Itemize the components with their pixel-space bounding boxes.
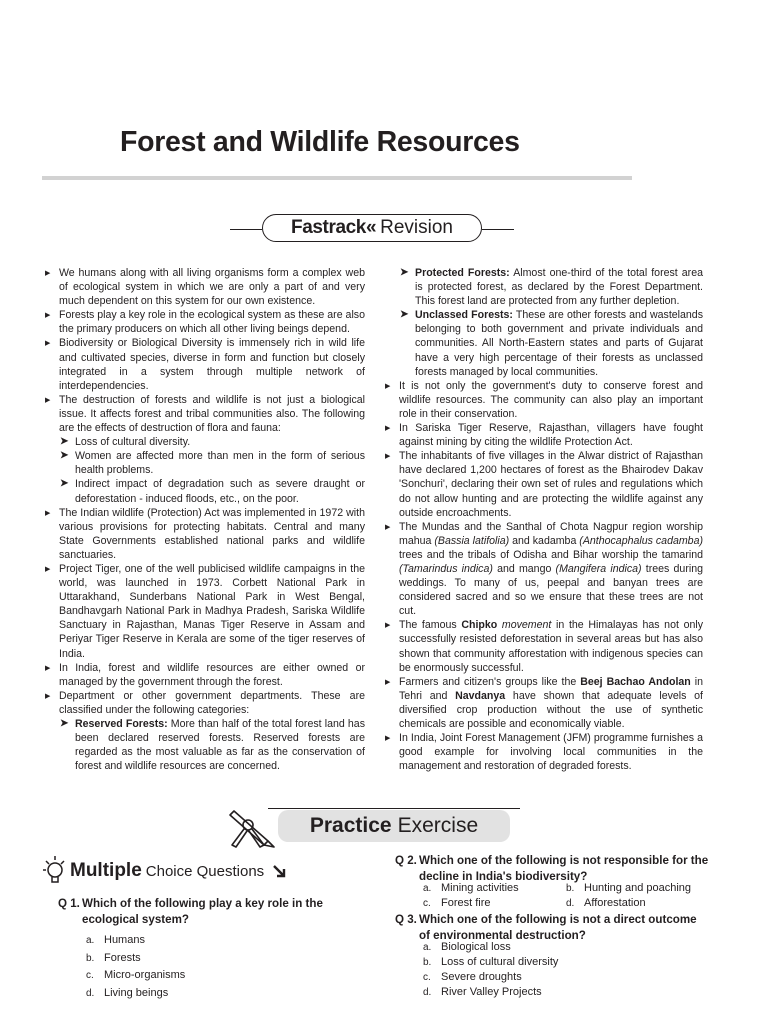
compass-pencil-icon: [224, 805, 280, 849]
revision-point: ▶ In India, Joint Forest Management (JFM) programme furnishes a good example for involving local communities in the management and restoration of degraded forests.: [382, 731, 703, 773]
fastrack-right-rule: [482, 229, 514, 230]
mcq-bold: Multiple: [70, 860, 142, 881]
question-number: Q 1.: [58, 897, 80, 910]
option-d: d. Afforestation: [566, 897, 646, 909]
question-1: [58, 896, 368, 927]
revision-point-chipko: ▶ The famous Chipko movement in the Himalayas has not only successfully resisted deforestation in several areas but has also shown that community afforestation with indigenous species can be enormously successful.: [382, 618, 703, 674]
fastrack-brand: Fastrack«: [290, 217, 377, 238]
revision-subpoint: ➤ Loss of cultural diversity.: [42, 435, 365, 449]
mcq-heading: [70, 860, 288, 882]
option-b: b. Loss of cultural diversity: [423, 956, 559, 968]
revision-point: ▶ We humans along with all living organisms form a complex web of ecological system in which we are only a part of and very much dependent on this system for our own existence.: [42, 266, 365, 308]
revision-subpoint: ➤ Indirect impact of degradation such as severe draught or deforestation - induced floods, etc., on the poor.: [42, 477, 365, 505]
practice-bold: Practice: [309, 814, 392, 837]
question-text: Which one of the following is not responsible for the decline in India's biodiversity?: [419, 854, 709, 883]
revision-point: ▶ The inhabitants of five villages in the Alwar district of Rajasthan have declared 1,200 hectares of forest as the Bhairodev Dakav 'Sonchuri', declaring their own set of rules and regulations which do not allow hunting and are protecting the wildlife against any outside encroachments.: [382, 449, 703, 519]
practice-rest: Exercise: [397, 814, 479, 837]
revision-point: ▶ It is not only the government's duty to conserve forest and wildlife resources. The community can also play an important role in their conservation.: [382, 379, 703, 421]
fastrack-left-rule: [230, 229, 262, 230]
revision-point-sacred-trees: ▶ The Mundas and the Santhal of Chota Nagpur region worship mahua (Bassia latifolia) and kadamba (Anthocaphalus cadamba) trees and the tribals of Odisha and Bihar worship the tamarind (Tamarindus indica) and mango (Mangifera indica) trees during weddings. To many of us, peepal and banyan trees are considered sacred and so we ensure that these trees are not cut.: [382, 520, 703, 619]
revision-point: ▶ The Indian wildlife (Protection) Act was implemented in 1972 with various provisions for protecting habitats. Central and many State Governments established national parks and wildlife sanctuaries.: [42, 506, 365, 562]
question-number: Q 3.: [395, 913, 417, 926]
option-a: a. Mining activities: [423, 882, 519, 894]
revision-subpoint-protected-forests: ➤ Protected Forests: Almost one-third of the total forest area is protected forest, as declared by the Forest Department. This forest land are protected from any further depletion.: [382, 266, 703, 308]
fastrack-revision-badge: [262, 214, 482, 242]
page-title: Forest and Wildlife Resources: [120, 126, 520, 158]
revision-point: ▶ In India, forest and wildlife resources are either owned or managed by the government through the forest.: [42, 661, 365, 689]
revision-right-column: [382, 266, 703, 773]
revision-left-column: [42, 266, 365, 773]
option-a: a. Biological loss: [423, 941, 511, 953]
option-a: a. Humans: [86, 934, 145, 946]
fastrack-label: Revision: [380, 217, 453, 238]
question-text: Which of the following play a key role in the ecological system?: [82, 897, 323, 926]
revision-point: ▶ Project Tiger, one of the well publicised wildlife campaigns in the world, was launched in 1973. Corbett National Park in Uttarakhand, Sunderbans National Park in West Bengal, Bandhavgarh National Park in Madhya Pradesh, Sariska Wildlife Sanctuary in Rajasthan, Manas Tiger Reserve in Assam and Periyar Tiger Reserve in Kerala are some of the tiger reserves of India.: [42, 562, 365, 661]
revision-point: ▶ Department or other government departments. These are classified under the following categories:: [42, 689, 365, 717]
revision-point: ▶ The destruction of forests and wildlife is not just a biological issue. It affects forest and tribal communities also. The following are the effects of destruction of flora and fauna:: [42, 393, 365, 435]
practice-exercise-banner: [278, 810, 510, 842]
option-c: c. Micro-organisms: [86, 969, 186, 981]
arrow-down-right-icon: [272, 863, 288, 879]
option-b: b. Forests: [86, 952, 141, 964]
option-d: d. River Valley Projects: [423, 986, 542, 998]
revision-point: ▶ Forests play a key role in the ecological system as these are also the primary producers on which all other living beings depend.: [42, 308, 365, 336]
lightbulb-icon: [40, 852, 68, 886]
question-text: Which one of the following is not a direct outcome of environmental destruction?: [419, 913, 697, 942]
question-2: [395, 853, 710, 884]
option-d: d. Living beings: [86, 987, 169, 999]
option-c: c. Severe droughts: [423, 971, 522, 983]
revision-subpoint: ➤ Women are affected more than men in the form of serious health problems.: [42, 449, 365, 477]
mcq-rest: Choice Questions: [145, 863, 265, 880]
option-b: b. Hunting and poaching: [566, 882, 692, 894]
question-3: [395, 912, 710, 943]
revision-subpoint-unclassed-forests: ➤ Unclassed Forests: These are other forests and wastelands belonging to both government and private individuals and communities. All North-Eastern states and parts of Gujarat have a very high percentage of their forests as unclassed forests managed by local communities.: [382, 308, 703, 378]
revision-point: ▶ Biodiversity or Biological Diversity is immensely rich in wild life and cultivated species, diverse in form and function but closely integrated in a system through multiple network of interdependencies.: [42, 336, 365, 392]
title-underline: [42, 176, 632, 180]
question-number: Q 2.: [395, 854, 417, 867]
revision-point: ▶ In Sariska Tiger Reserve, Rajasthan, villagers have fought against mining by citing the wildlife Protection Act.: [382, 421, 703, 449]
revision-point-beej-bachao: ▶ Farmers and citizen's groups like the Beej Bachao Andolan in Tehri and Navdanya have shown that adequate levels of diversified crop production without the use of synthetic chemicals are possible and economically viable.: [382, 675, 703, 731]
option-c: c. Forest fire: [423, 897, 491, 909]
revision-subpoint-reserved-forests: ➤ Reserved Forests: More than half of the total forest land has been declared reserved forests. Reserved forests are regarded as the most valuable as far as the conservation of forest and wildlife resources are concerned.: [42, 717, 365, 773]
